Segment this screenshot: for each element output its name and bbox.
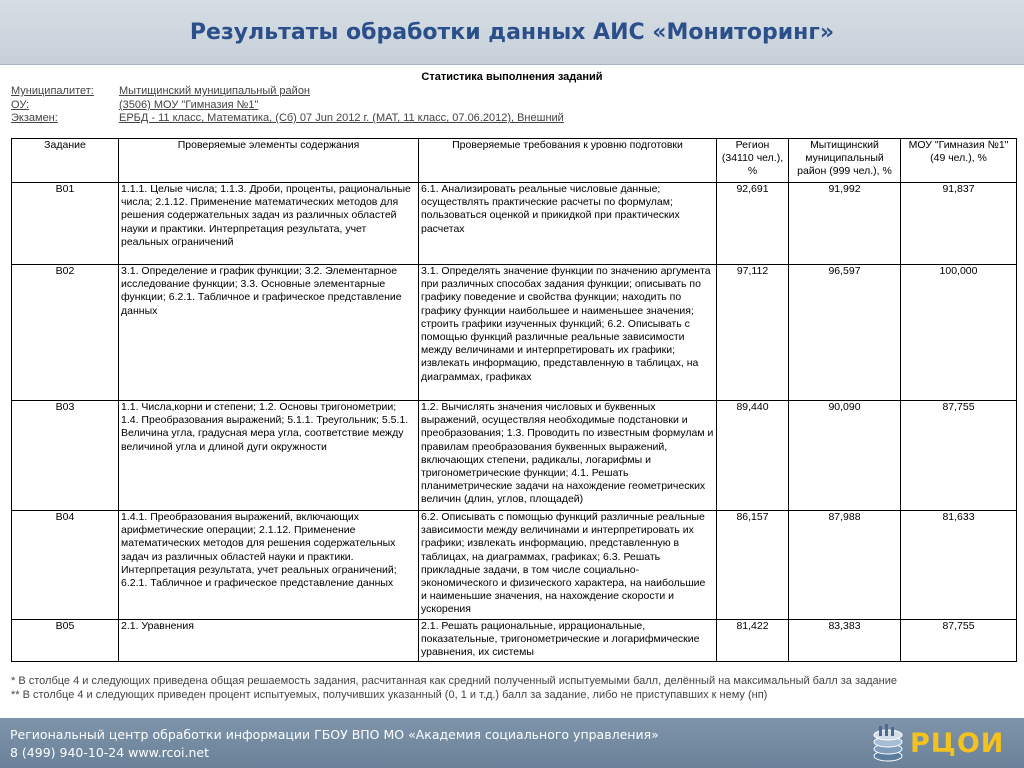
table-row xyxy=(12,620,1017,662)
task-cell: B05 xyxy=(12,620,119,662)
district-value: 87,988 xyxy=(789,511,901,620)
content-cell: 1.1.1. Целые числа; 1.1.3. Дроби, проценты, рациональные числа; 2.1.12. Применение математических методов для решения содержательных задач из различных областей науки и практики. Интерпретация результата, учет реальных ограничений xyxy=(119,183,419,265)
meta-value: ЕРБД - 11 класс, Математика, (Сб) 07 Jun 2012 г. (МАТ, 11 класс, 07.06.2012), Внешний xyxy=(119,112,564,124)
col-header-school: МОУ "Гимназия №1" (49 чел.), % xyxy=(901,139,1017,183)
table-row xyxy=(12,265,1017,401)
col-header-region: Регион (34110 чел.), % xyxy=(717,139,789,183)
task-cell: B01 xyxy=(12,183,119,265)
content-cell: 1.4.1. Преобразования выражений, включающих арифметические операции; 2.1.12. Применение математических методов для решения содержательных задач из различных областей науки и практики. Интерпретация результата, учет реальных ограничений; 6.2.1. Табличное и графическое представление данных xyxy=(119,511,419,620)
table-row xyxy=(12,511,1017,620)
stacked-disks-icon xyxy=(870,724,906,764)
slide-header xyxy=(0,0,1024,65)
table-row xyxy=(12,183,1017,265)
region-value: 81,422 xyxy=(717,620,789,662)
meta-value: Мытищинский муниципальный район xyxy=(119,85,311,97)
meta-label: Муниципалитет: xyxy=(11,85,94,97)
region-value: 97,112 xyxy=(717,265,789,401)
col-header-district: Мытищинский муниципальный район (999 чел.), % xyxy=(789,139,901,183)
content-cell: 2.1. Уравнения xyxy=(119,620,419,662)
task-cell: B04 xyxy=(12,511,119,620)
district-value: 90,090 xyxy=(789,401,901,511)
rcoi-logo xyxy=(870,724,1020,764)
region-value: 92,691 xyxy=(717,183,789,265)
requirements-cell: 6.2. Описывать с помощью функций различные реальные зависимости между величинами и интерпретировать их графики; извлекать информацию, представленную в таблицах, на диаграммах, графиках; 6.3. Решать прикладные задачи, в том числе социально-экономического и физического характера, на наибольшие и наименьшие значения, на нахождение скорости и ускорения xyxy=(419,511,717,620)
district-value: 83,383 xyxy=(789,620,901,662)
page-title: Результаты обработки данных АИС «Мониторинг» xyxy=(189,20,835,45)
content-cell: 1.1. Числа,корни и степени; 1.2. Основы тригонометрии; 1.4. Преобразования выражений; 5.1.1. Треугольник; 5.5.1. Величина угла, градусная мера угла, соответствие между величиной угла и длиной дуги окружности xyxy=(119,401,419,511)
col-header-task: Задание xyxy=(12,139,119,183)
district-value: 91,992 xyxy=(789,183,901,265)
task-cell: B03 xyxy=(12,401,119,511)
requirements-cell: 6.1. Анализировать реальные числовые данные; осуществлять практические расчеты по формулам; пользоваться оценкой и прикидкой при практических расчетах xyxy=(419,183,717,265)
school-value: 91,837 xyxy=(901,183,1017,265)
meta-value: (3506) МОУ "Гимназия №1" xyxy=(119,99,259,111)
logo-text: РЦОИ xyxy=(910,728,1005,759)
table-row xyxy=(12,401,1017,511)
region-value: 86,157 xyxy=(717,511,789,620)
slide-footer xyxy=(0,718,1024,768)
results-table xyxy=(11,138,1017,662)
requirements-cell: 3.1. Определять значение функции по значению аргумента при различных способах задания функции; описывать по графику поведение и свойства функции; находить по графику функции наибольшее и наименьшее значения; строить графики изученных функций; 6.2. Описывать с помощью функций различные реальные зависимости между величинами и интерпретировать их графики; извлекать информацию, представленную в таблицах, на диаграммах, графиках xyxy=(419,265,717,401)
task-cell: B02 xyxy=(12,265,119,401)
region-value: 89,440 xyxy=(717,401,789,511)
school-value: 87,755 xyxy=(901,620,1017,662)
table-header-row xyxy=(12,139,1017,183)
footer-contacts: 8 (499) 940-10-24 www.rcoi.net xyxy=(10,745,210,760)
col-header-requirements: Проверяемые требования к уровню подготовки xyxy=(419,139,717,183)
content-cell: 3.1. Определение и график функции; 3.2. Элементарное исследование функции; 3.3. Основные элементарные функции; 6.2.1. Табличное и графическое представление данных xyxy=(119,265,419,401)
meta-label: ОУ: xyxy=(11,99,30,111)
district-value: 96,597 xyxy=(789,265,901,401)
report-title: Статистика выполнения заданий xyxy=(421,71,603,83)
requirements-cell: 2.1. Решать рациональные, иррациональные, показательные, тригонометрические и логарифмические уравнения, их системы xyxy=(419,620,717,662)
footnote-percent: ** В столбце 4 и следующих приведен процент испытуемых, получивших указанный (0, 1 и т.д.) балл за задание, либо не приступавших к нему (нп) xyxy=(11,689,768,701)
requirements-cell: 1.2. Вычислять значения числовых и буквенных выражений, осуществляя необходимые подстановки и преобразования; 1.3. Проводить по известным формулам и правилам преобразования буквенных выражений, включающих степени, радикалы, логарифмы и тригонометрические функции; 4.1. Решать планиметрические задачи на нахождение геометрических величин (длин, углов, площадей) xyxy=(419,401,717,511)
school-value: 87,755 xyxy=(901,401,1017,511)
school-value: 100,000 xyxy=(901,265,1017,401)
footnote-solvability: * В столбце 4 и следующих приведена общая решаемость задания, расчитанная как средний полученный испытуемыми балл, делённый на максимальный балл за задание xyxy=(11,675,897,687)
col-header-content: Проверяемые элементы содержания xyxy=(119,139,419,183)
footer-organization: Региональный центр обработки информации ГБОУ ВПО МО «Академия социального управления» xyxy=(10,727,659,742)
school-value: 81,633 xyxy=(901,511,1017,620)
meta-label: Экзамен: xyxy=(11,112,58,124)
